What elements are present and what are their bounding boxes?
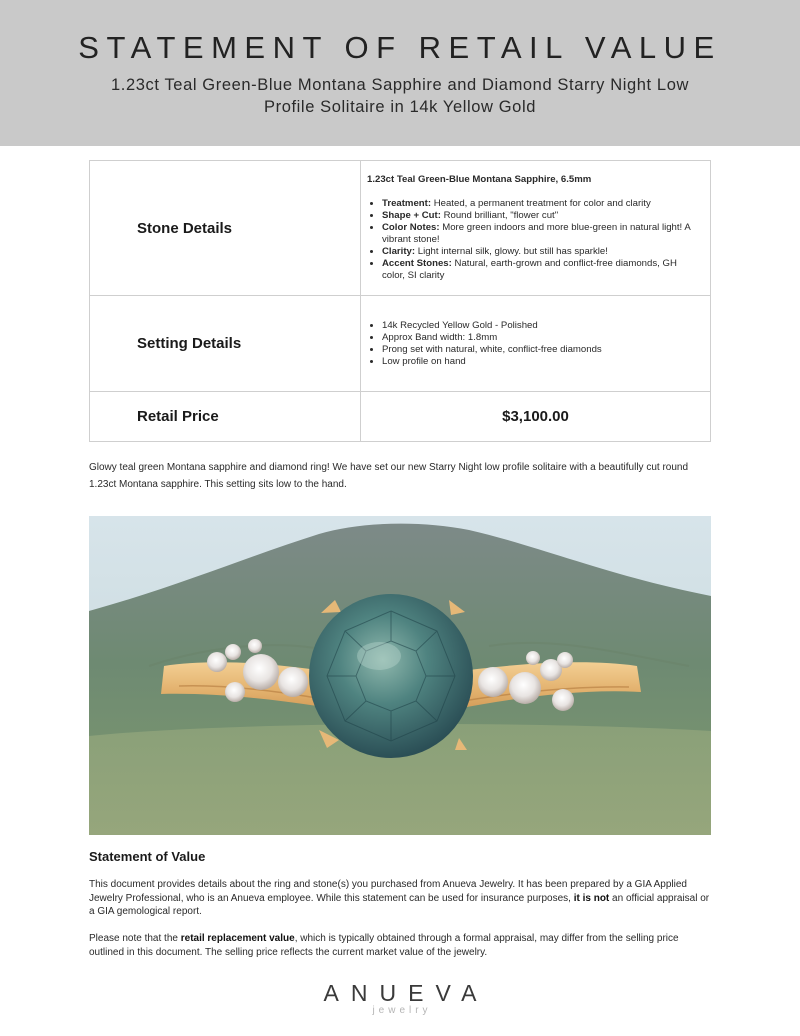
list-item: • Shape + Cut: Round brilliant, "flower cut": [382, 210, 702, 222]
document-title: STATEMENT OF RETAIL VALUE: [78, 30, 722, 65]
list-item: • Color Notes: More green indoors and more blue-green in natural light! A vibrant stone!: [382, 222, 702, 246]
retail-price-row: [90, 392, 711, 442]
setting-details-list: [367, 320, 702, 368]
stone-details-row: [90, 161, 711, 296]
retail-price-value: $3,100.00: [361, 392, 711, 442]
ring-illustration: [89, 516, 711, 835]
details-table: [89, 160, 711, 442]
brand-name: ANUEVA: [323, 980, 489, 1006]
list-item: • Approx Band width: 1.8mm: [382, 332, 702, 344]
setting-details-content: [361, 296, 711, 392]
statement-paragraph-1: This document provides details about the ring and stone(s) you purchased from Anueva Jewelry. It has been prepared by a GIA Applied Jewelry Professional, who is an Anueva employee. While this statement can be used for insurance purposes, it is not an official appraisal or a GIA gemological report.: [89, 879, 710, 917]
setting-details-label: Setting Details: [90, 296, 361, 392]
ring-photo: [89, 516, 711, 835]
brand-subtitle: jewelry: [372, 1005, 432, 1016]
document-subtitle: 1.23ct Teal Green-Blue Montana Sapphire and Diamond Starry Night Low Profile Solitaire in 14k Yellow Gold: [111, 76, 689, 116]
brand-logo: [300, 980, 500, 1016]
stone-title: 1.23ct Teal Green-Blue Montana Sapphire, 6.5mm: [367, 174, 592, 185]
statement-paragraph-2: Please note that the retail replacement value, which is typically obtained through a formal appraisal, may differ from the selling price outlined in this document. The selling price reflects the current market value of the jewelry.: [89, 933, 679, 958]
setting-details-row: [90, 296, 711, 392]
stone-details-content: [361, 161, 711, 296]
list-item: • Accent Stones: Natural, earth-grown and conflict-free diamonds, GH color, SI clarity: [382, 258, 702, 282]
retail-price-label: Retail Price: [90, 392, 361, 442]
list-item: • Clarity: Light internal silk, glowy. but still has sparkle!: [382, 246, 702, 258]
statement-heading: Statement of Value: [89, 849, 206, 864]
list-item: • Prong set with natural, white, conflict-free diamonds: [382, 344, 702, 356]
intro-paragraph: Glowy teal green Montana sapphire and diamond ring! We have set our new Starry Night low profile solitaire with a beautifully cut round 1.23ct Montana sapphire. This setting sits low to the hand.: [89, 462, 689, 490]
list-item: • 14k Recycled Yellow Gold - Polished: [382, 320, 702, 332]
stone-details-list: [367, 198, 702, 282]
list-item: • Treatment: Heated, a permanent treatment for color and clarity: [382, 198, 702, 210]
header-banner: [0, 0, 800, 146]
list-item: • Low profile on hand: [382, 356, 702, 368]
stone-details-label: Stone Details: [90, 161, 361, 296]
